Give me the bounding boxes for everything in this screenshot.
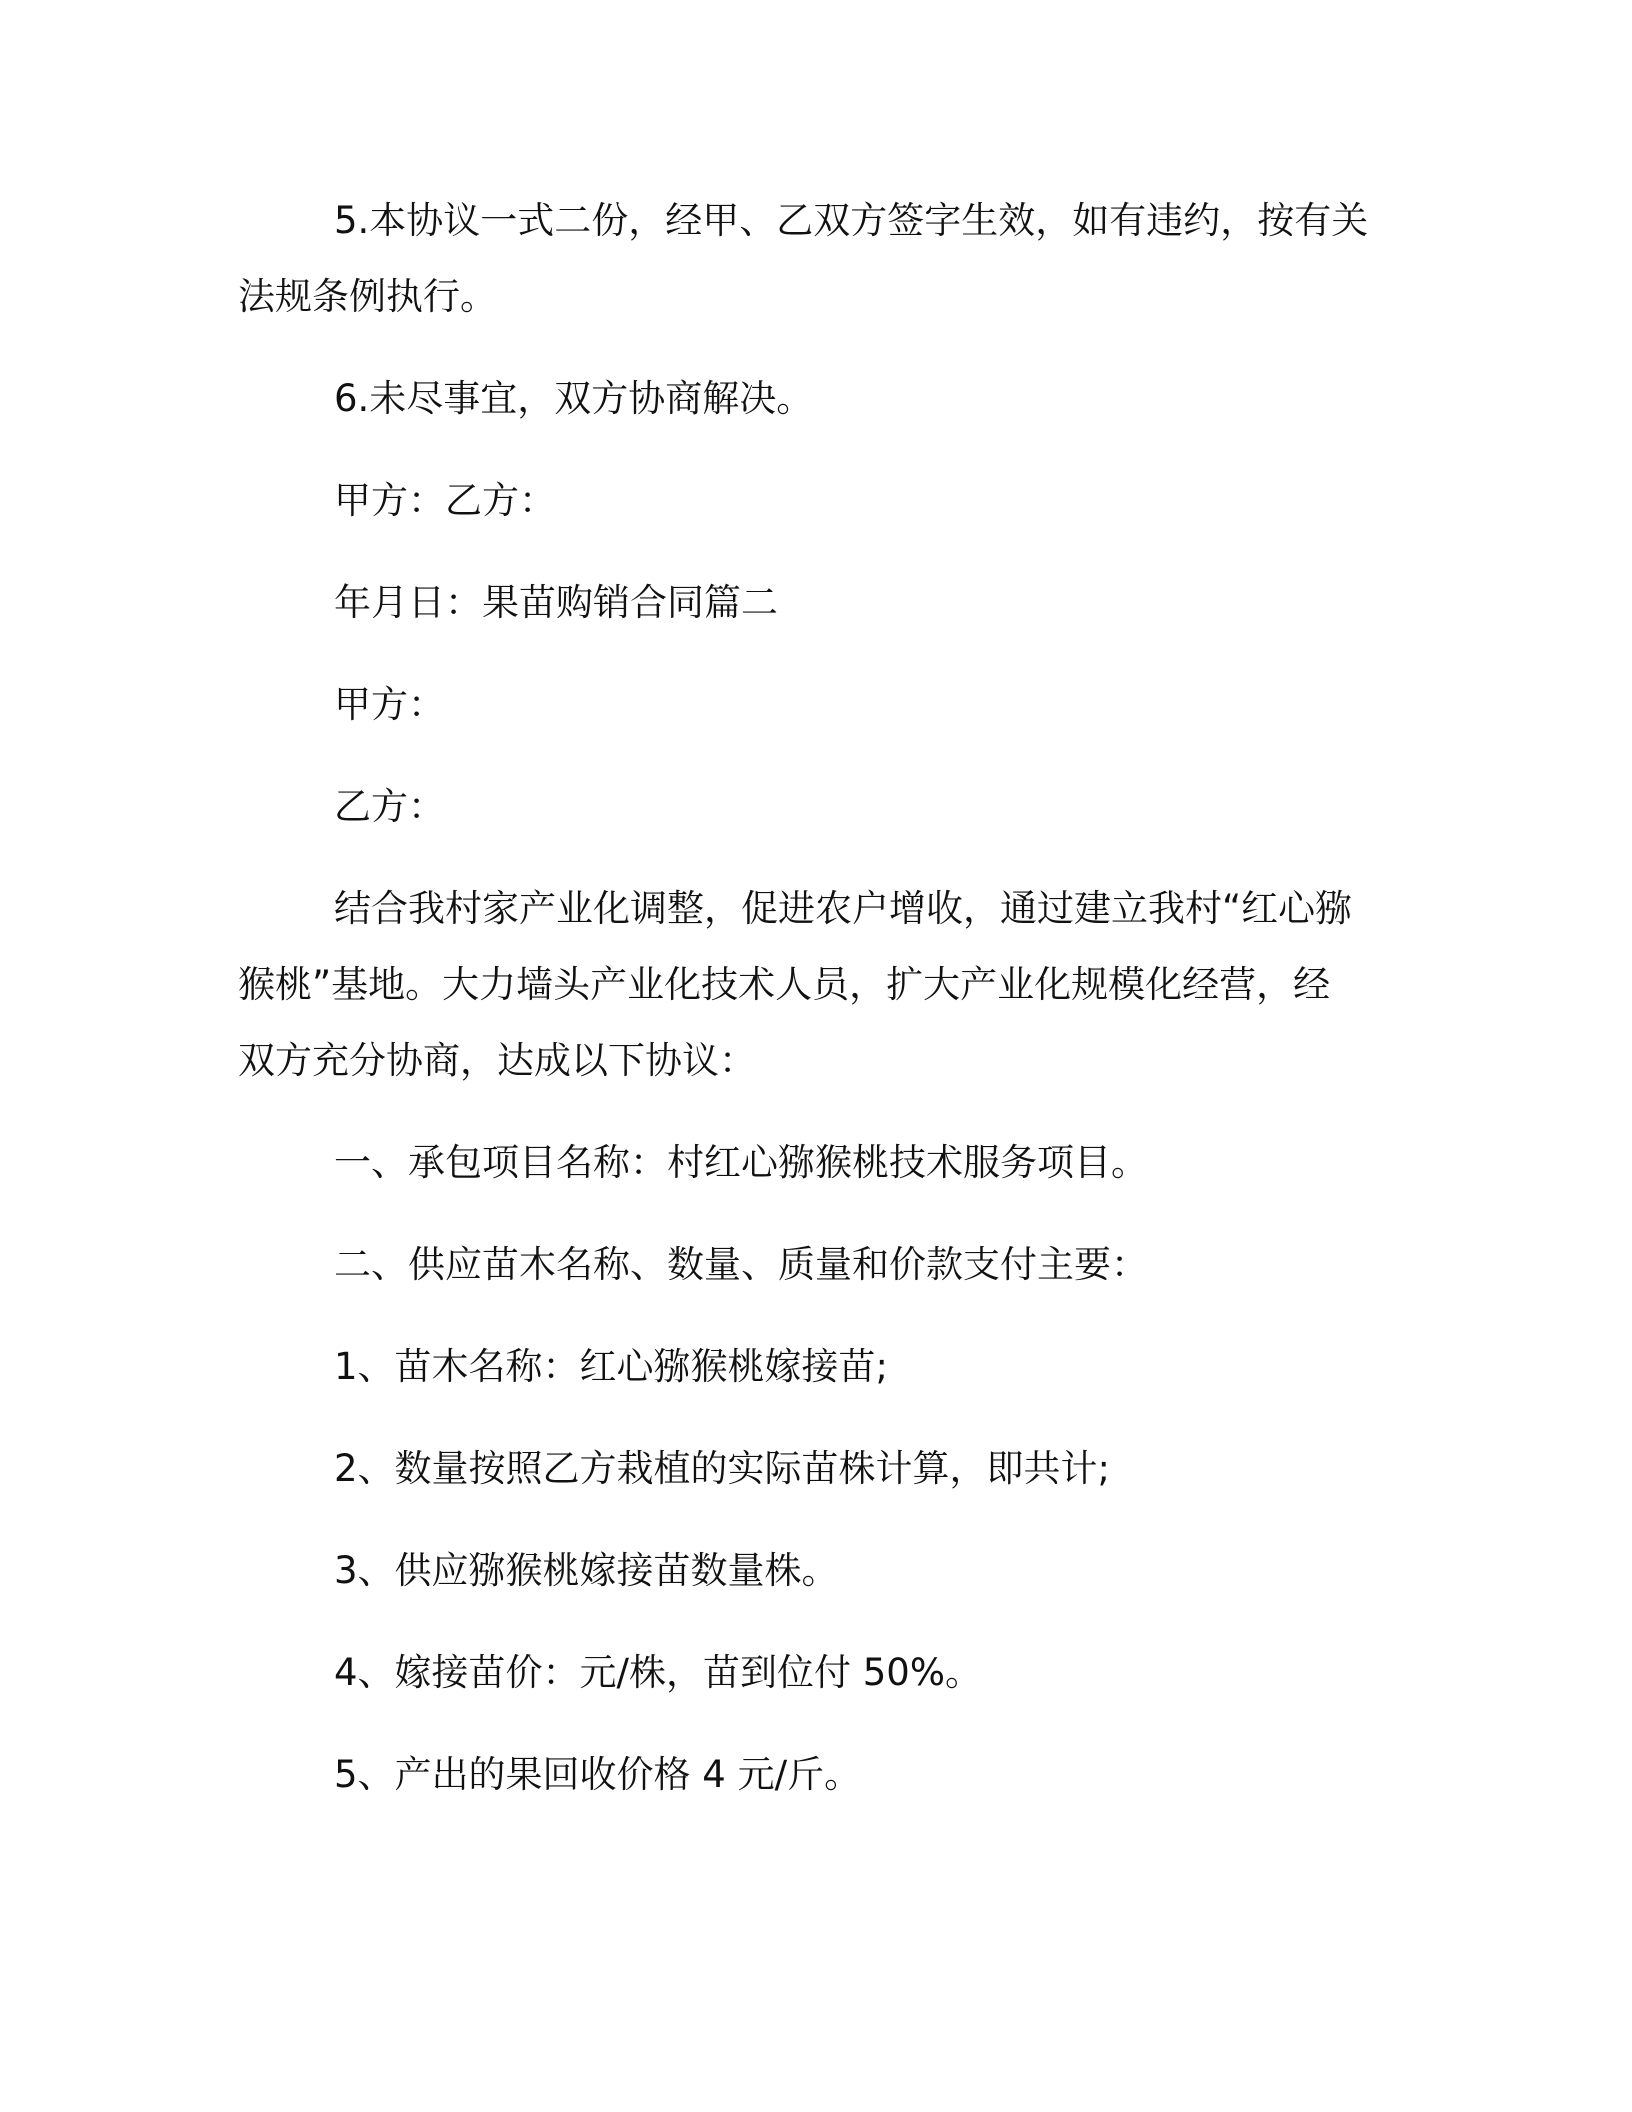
clause-5-line-1: 5.本协议一式二份，经甲、乙双方签字生效，如有违约，按有关 xyxy=(334,199,1369,242)
intro-paragraph-line-2: 猴桃”基地。大力墙头产业化技术人员，扩大产业化规模化经营，经 xyxy=(238,963,1331,1006)
party-b-label: 乙方： xyxy=(334,785,445,828)
intro-paragraph-line-1: 结合我村家产业化调整，促进农户增收，通过建立我村“红心猕 xyxy=(334,887,1353,930)
clause-5-line-2: 法规条例执行。 xyxy=(238,275,497,318)
list-item-2: 2、数量按照乙方栽植的实际苗株计算，即共计; xyxy=(334,1447,1111,1490)
clause-6: 6.未尽事宜，双方协商解决。 xyxy=(334,377,814,420)
date-and-title: 年月日：果苗购销合同篇二 xyxy=(334,581,778,624)
signature-parties: 甲方：乙方： xyxy=(334,479,556,522)
list-item-4: 4、嫁接苗价：元/株，苗到位付 50%。 xyxy=(334,1651,983,1694)
list-item-5: 5、产出的果回收价格 4 元/斤。 xyxy=(334,1753,862,1796)
intro-paragraph-line-3: 双方充分协商，达成以下协议： xyxy=(238,1039,756,1082)
section-1-heading: 一、承包项目名称：村红心猕猴桃技术服务项目。 xyxy=(334,1141,1148,1184)
party-a-label: 甲方： xyxy=(334,683,445,726)
list-item-1: 1、苗木名称：红心猕猴桃嫁接苗; xyxy=(334,1345,889,1388)
list-item-3: 3、供应猕猴桃嫁接苗数量株。 xyxy=(334,1549,839,1592)
section-2-heading: 二、供应苗木名称、数量、质量和价款支付主要： xyxy=(334,1243,1148,1286)
